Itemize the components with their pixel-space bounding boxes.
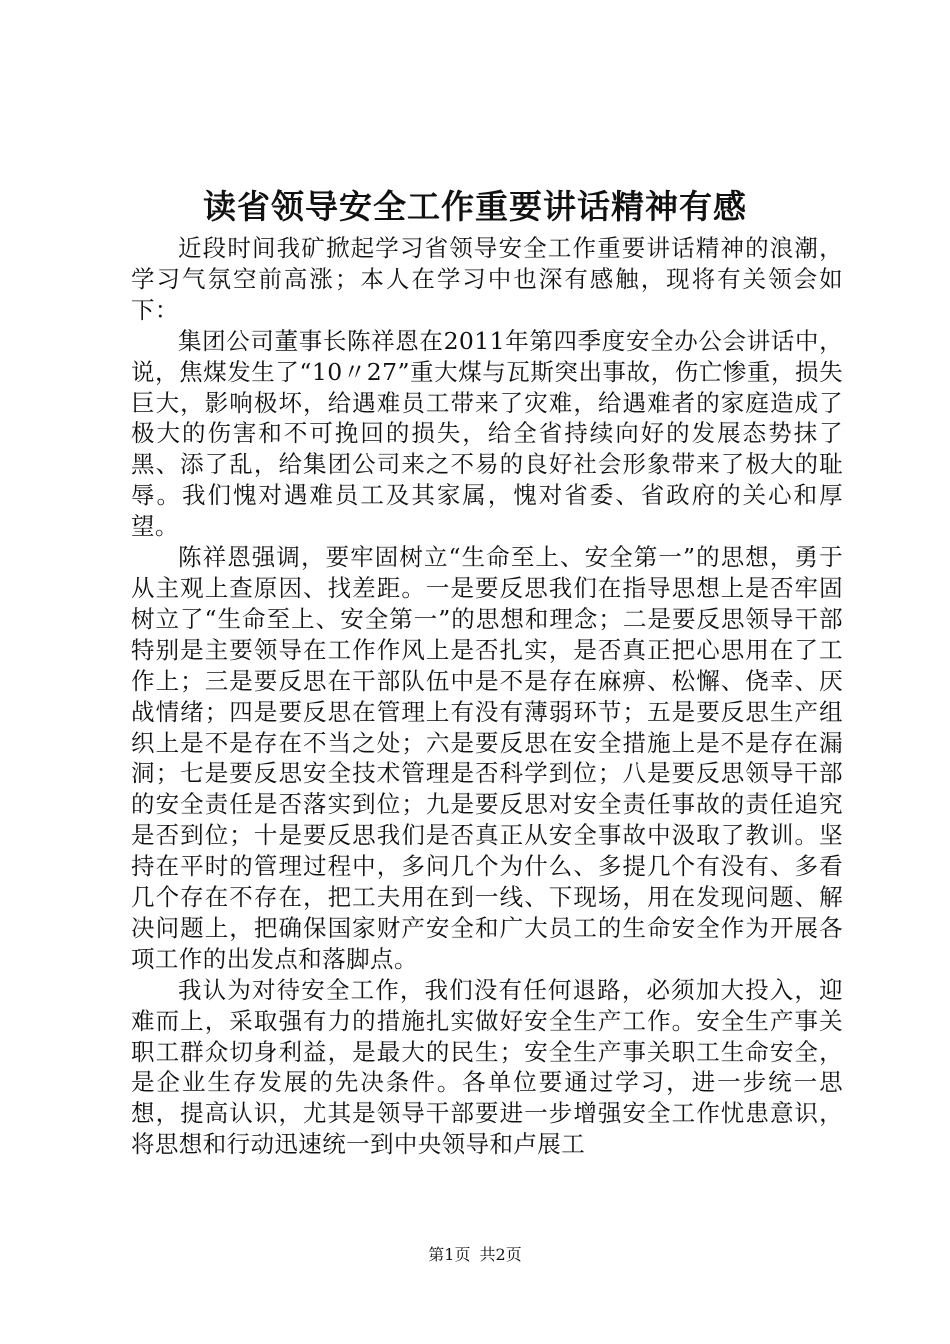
- page-number-current: 第1页: [428, 1245, 471, 1264]
- page-footer: [0, 1244, 950, 1266]
- paragraph-personal-view: 我认为对待安全工作，我们没有任何退路，必须加大投入，迎难而上，采取强有力的措施扎实做好安全生产工作。安全生产事关职工群众切身利益，是最大的民生；安全生产事关职工生命安全，是企业生存发展的先决条件。各单位要通过学习，进一步统一思想，提高认识，尤其是领导干部要进一步增强安全工作忧患意识，将思想和行动迅速统一到中央领导和卢展工: [131, 975, 843, 1159]
- document-title: 读省领导安全工作重要讲话精神有感: [203, 187, 747, 226]
- paragraph-intro: 近段时间我矿掀起学习省领导安全工作重要讲话精神的浪潮，学习气氛空前高涨；本人在学习中也深有感触，现将有关领会如下：: [131, 234, 843, 324]
- document-body: [131, 233, 843, 1160]
- paragraph-chairman-speech: 集团公司董事长陈祥恩在2011年第四季度安全办公会讲话中，说，焦煤发生了“10〃27”重大煤与瓦斯突出事故，伤亡惨重，损失巨大，影响极坏，给遇难员工带来了灾难，给遇难者的家庭造成了极大的伤害和不可挽回的损失，给全省持续向好的发展态势抹了黑、添了乱，给集团公司来之不易的良好社会形象带来了极大的耻辱。我们愧对遇难员工及其家属，愧对省委、省政府的关心和厚望。: [131, 326, 843, 541]
- page-number-total: 共2页: [479, 1245, 522, 1264]
- paragraph-reflections: 陈祥恩强调，要牢固树立“生命至上、安全第一”的思想，勇于从主观上查原因、找差距。一是要反思我们在指导思想上是否牢固树立了“生命至上、安全第一”的思想和理念；二是要反思领导干部特别是主要领导在工作作风上是否扎实，是否真正把心思用在了工作上；三是要反思在干部队伍中是不是存在麻痹、松懈、侥幸、厌战情绪；四是要反思在管理上有没有薄弱环节；五是要反思生产组织上是不是存在不当之处；六是要反思在安全措施上是不是存在漏洞；七是要反思安全技术管理是否科学到位；八是要反思领导干部的安全责任是否落实到位；九是要反思对安全责任事故的责任追究是否到位；十是要反思我们是否真正从安全事故中汲取了教训。坚持在平时的管理过程中，多问几个为什么、多提几个有没有、多看几个存在不存在，把工夫用在到一线、下现场，用在发现问题、解决问题上，把确保国家财产安全和广大员工的生命安全作为开展各项工作的出发点和落脚点。: [131, 543, 843, 973]
